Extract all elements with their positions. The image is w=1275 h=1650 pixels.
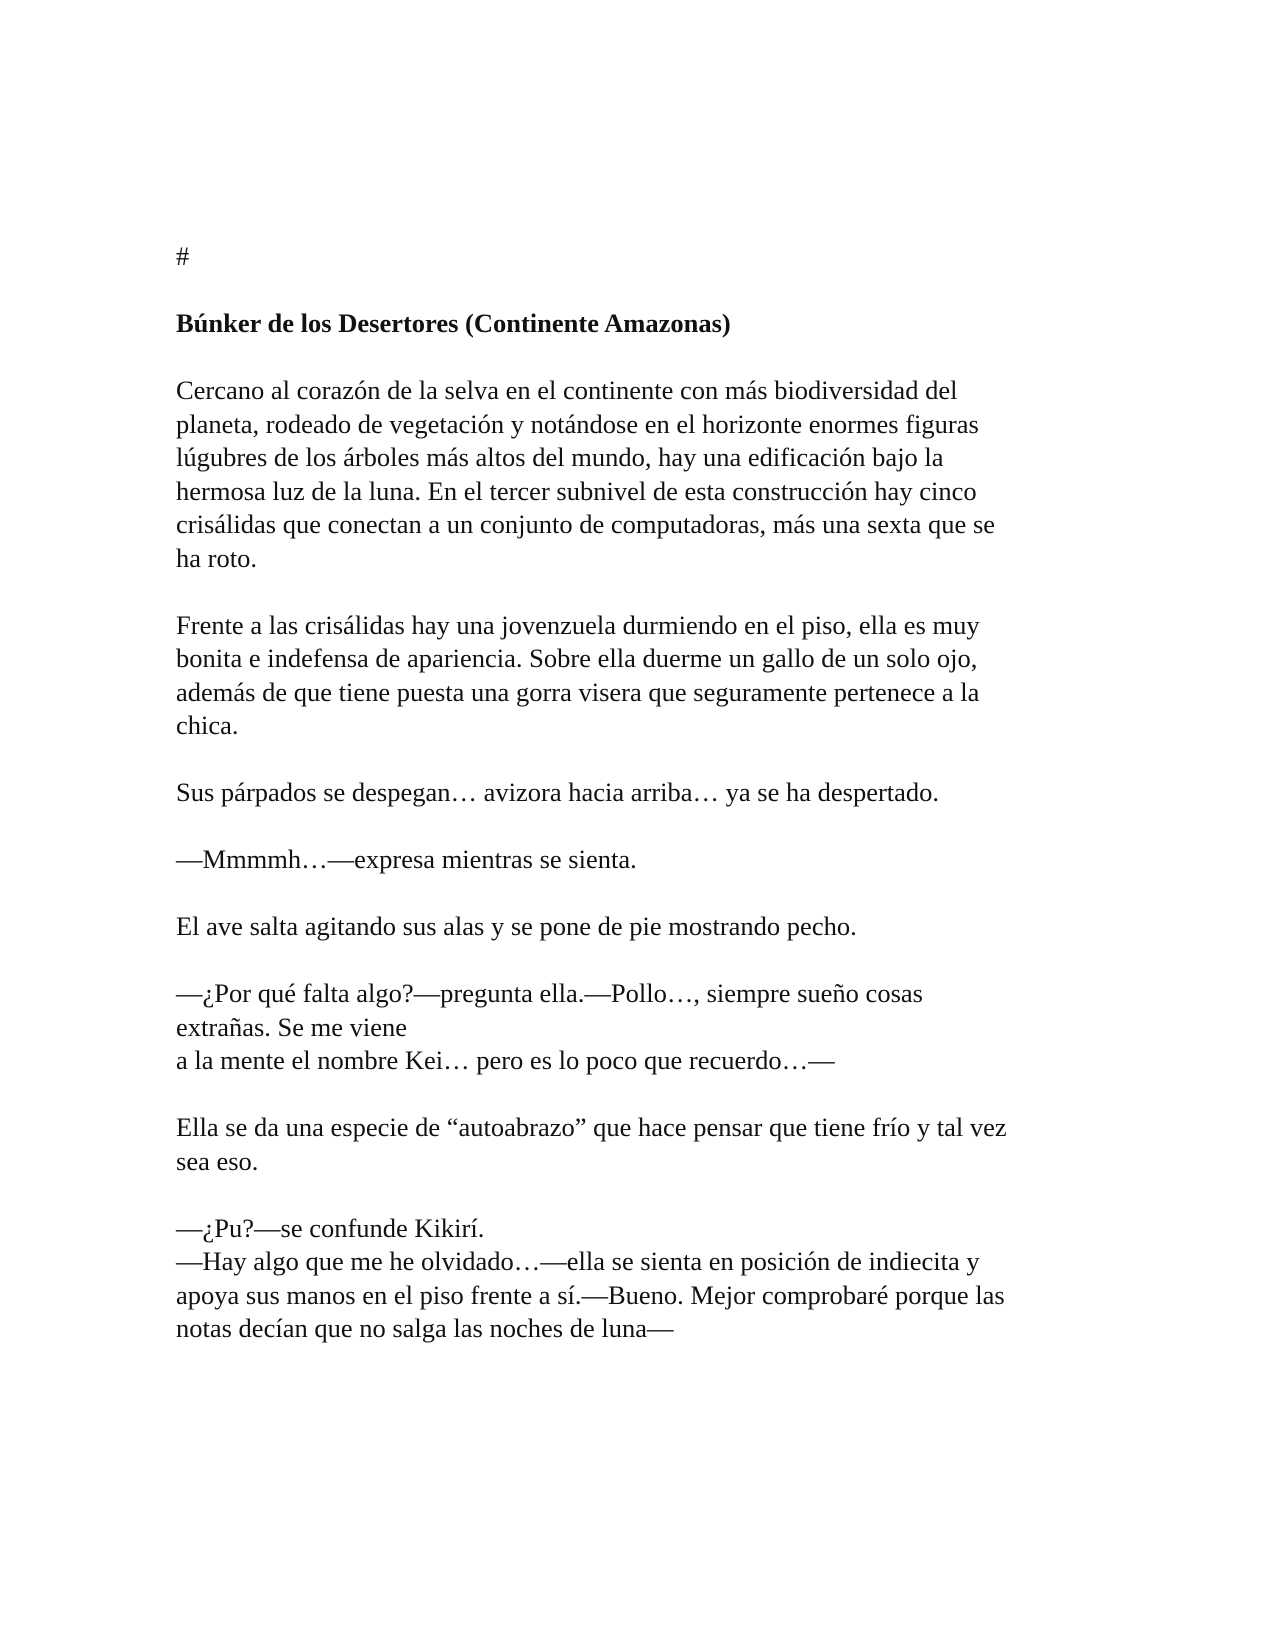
text-line: Ella se da una especie de “autoabrazo” que hace pensar que tiene frío y tal vez <box>176 1112 1007 1142</box>
text-line: chica. <box>176 710 239 740</box>
paragraph-8 <box>176 1212 1096 1346</box>
text-line: notas decían que no salga las noches de luna— <box>176 1313 674 1343</box>
text-line: ha roto. <box>176 542 257 573</box>
text-line: planeta, rodeado de vegetación y notándose en el horizonte enormes figuras <box>176 408 979 439</box>
text-line: —Hay algo que me he olvidado…—ella se sienta en posición de indiecita y <box>176 1246 980 1276</box>
paragraph-6 <box>176 977 1096 1078</box>
paragraph-3 <box>176 776 1096 810</box>
text-line: extrañas. Se me viene <box>176 1011 408 1042</box>
text-line: —¿Pu?—se confunde Kikirí. <box>176 1212 485 1243</box>
paragraph-1 <box>176 374 1096 575</box>
text-line: crisálidas que conectan a un conjunto de computadoras, más una sexta que se <box>176 509 996 539</box>
text-line: bonita e indefensa de apariencia. Sobre ella duerme un gallo de un solo ojo, <box>176 643 978 673</box>
text-line: sea eso. <box>176 1145 259 1176</box>
text-line: lúgubres de los árboles más altos del mundo, hay una edificación bajo la <box>176 442 944 472</box>
document-body <box>176 240 1096 1346</box>
text-line: Frente a las crisálidas hay una jovenzuela durmiendo en el piso, ella es muy <box>176 609 980 640</box>
text-line: Sus párpados se despegan… avizora hacia arriba… ya se ha despertado. <box>176 777 940 807</box>
text-line: Cercano al corazón de la selva en el continente con más biodiversidad del <box>176 375 958 405</box>
paragraph-2 <box>176 609 1096 743</box>
paragraph-7 <box>176 1111 1096 1178</box>
text-line: —¿Por qué falta algo?—pregunta ella.—Pollo…, siempre sueño cosas <box>176 978 923 1008</box>
section-heading: Búnker de los Desertores (Continente Amazonas) <box>176 308 731 338</box>
text-line: El ave salta agitando sus alas y se pone de pie mostrando pecho. <box>176 911 857 941</box>
text-line: a la mente el nombre Kei… pero es lo poco que recuerdo…— <box>176 1045 835 1075</box>
text-line: apoya sus manos en el piso frente a sí.—Bueno. Mejor comprobaré porque las <box>176 1279 1005 1310</box>
paragraph-4 <box>176 843 1096 877</box>
text-line: además de que tiene puesta una gorra visera que seguramente pertenece a la <box>176 676 980 707</box>
text-line: hermosa luz de la luna. En el tercer subnivel de esta construcción hay cinco <box>176 475 977 506</box>
section-marker: # <box>176 241 190 271</box>
paragraph-5 <box>176 910 1096 944</box>
text-line: —Mmmmh…—expresa mientras se sienta. <box>176 844 637 874</box>
